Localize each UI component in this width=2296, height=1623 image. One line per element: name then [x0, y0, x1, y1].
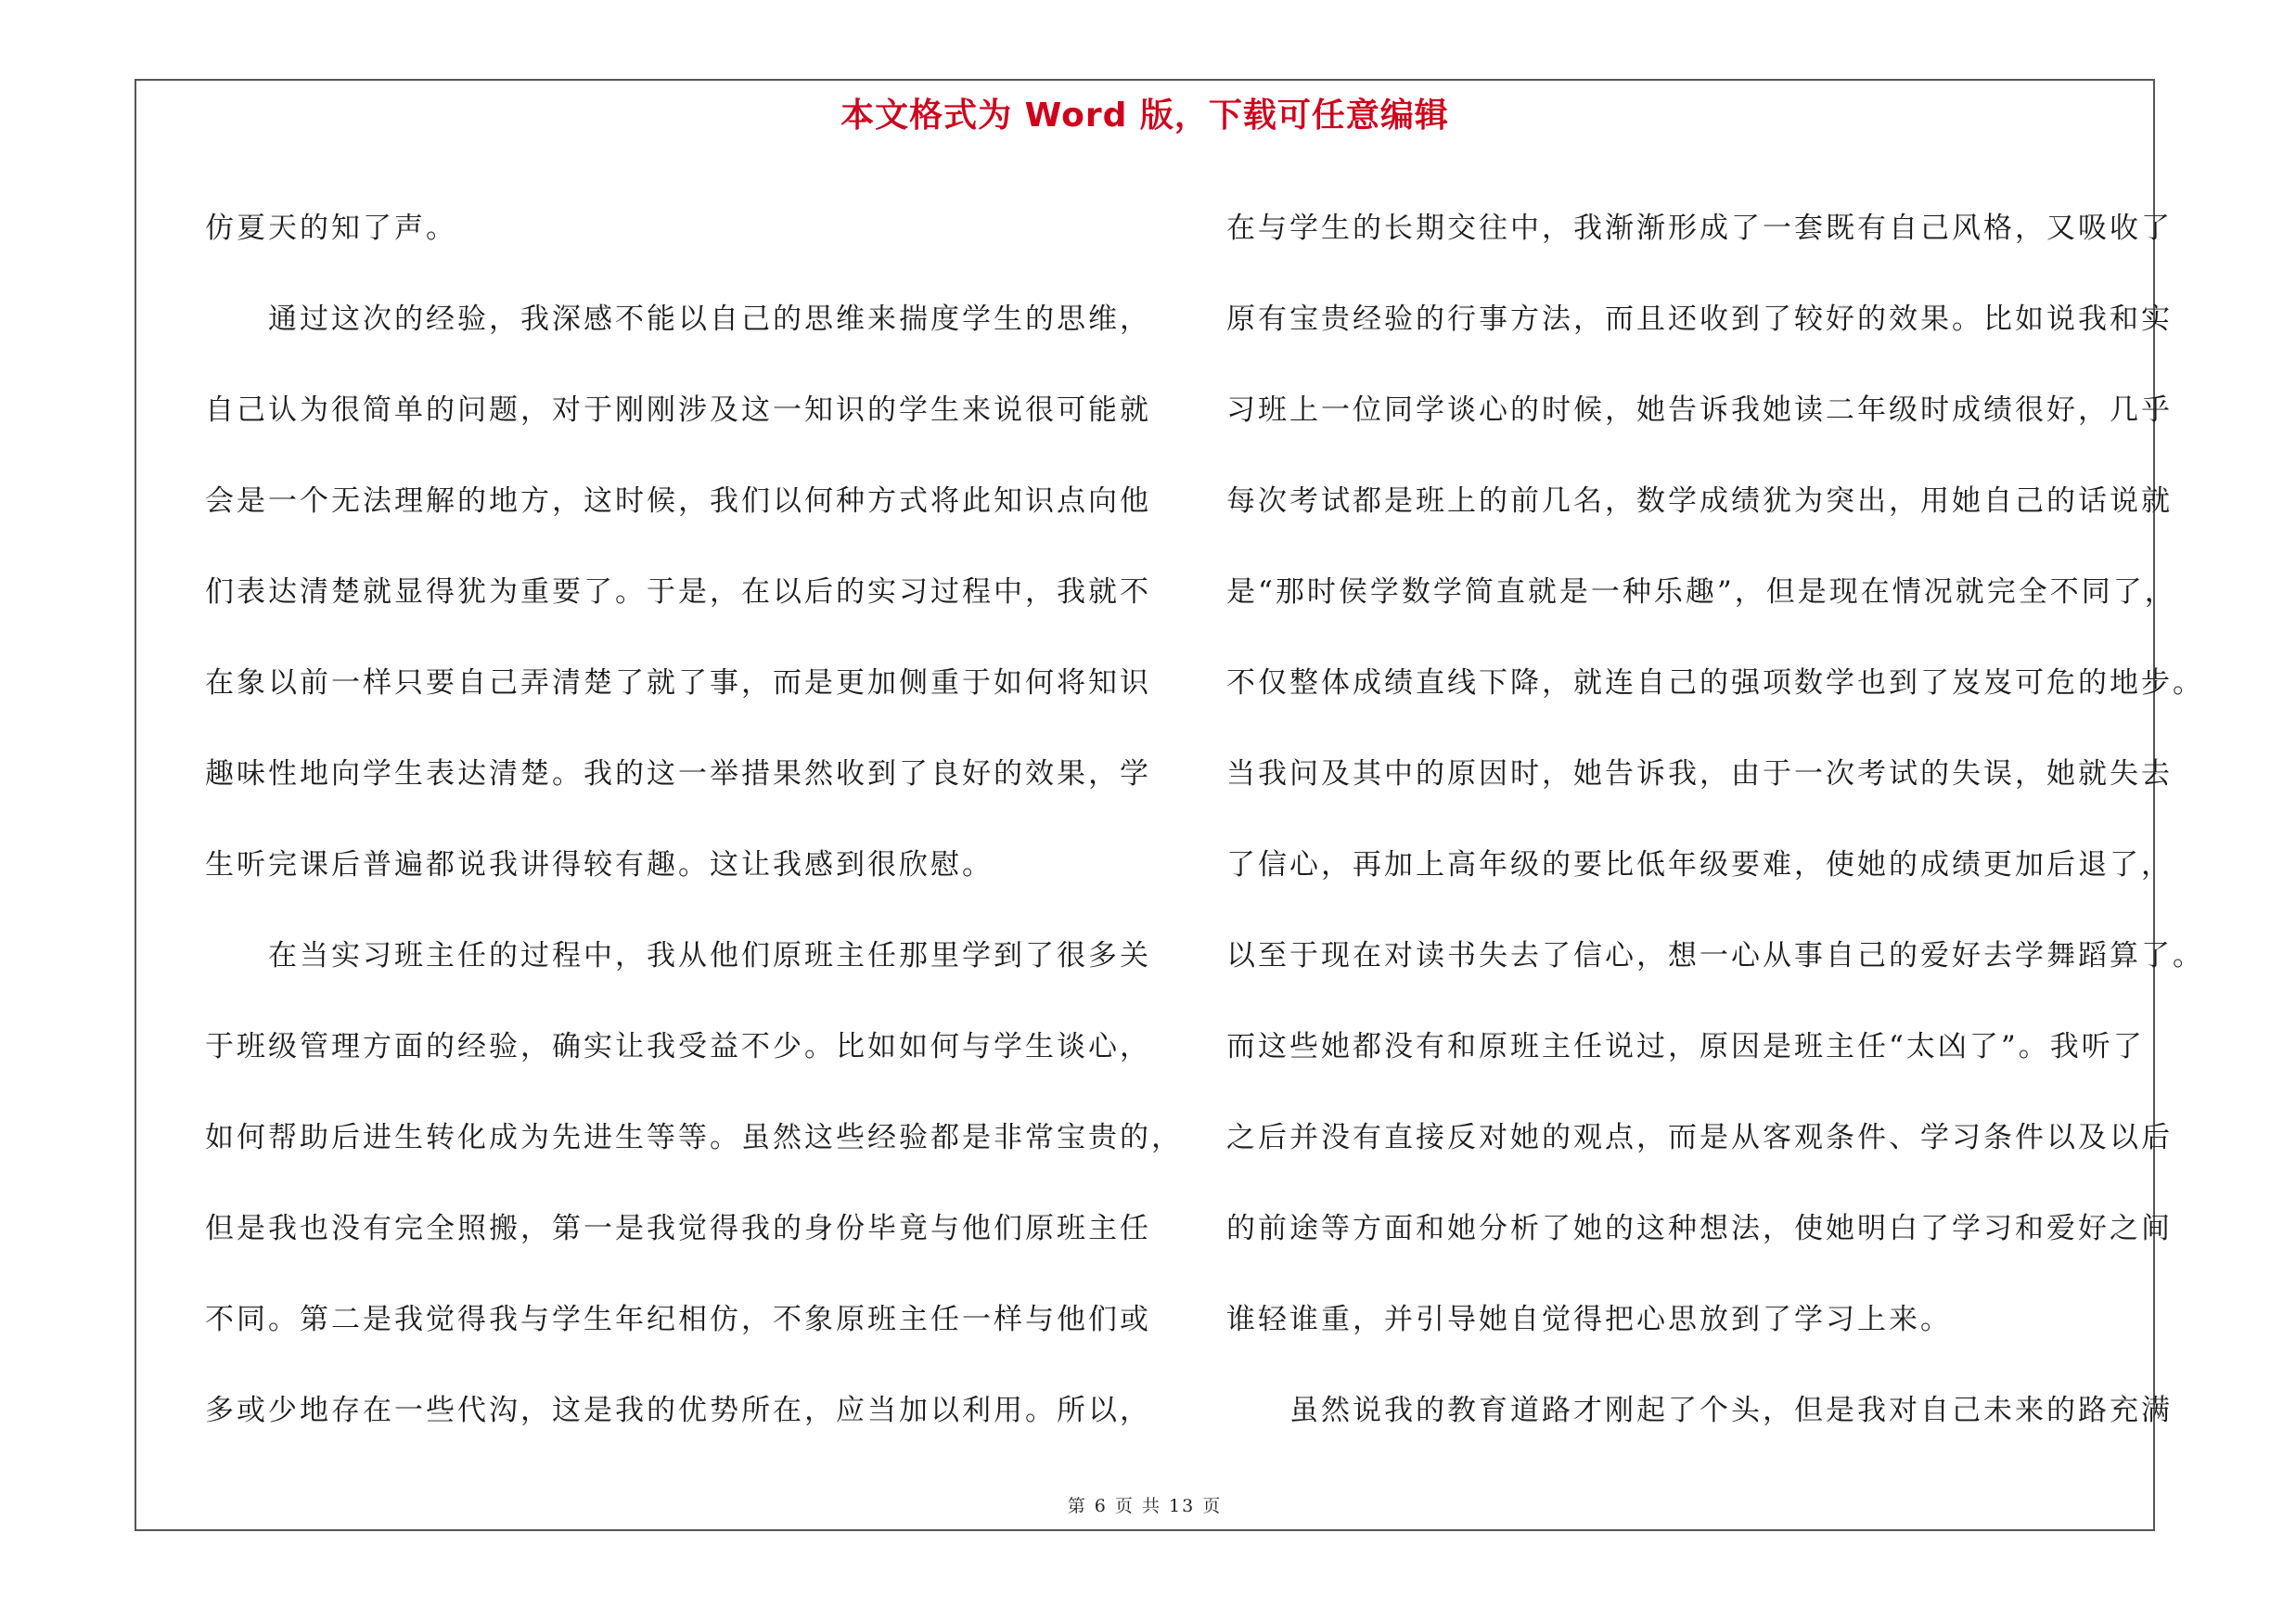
page-frame [135, 79, 2204, 1531]
text-line: 生听完课后普遍都说我讲得较有趣。这让我感到很欣慰。 [205, 848, 994, 882]
text-line: 自己认为很简单的问题，对于刚刚涉及这一知识的学生来说很可能就 [205, 393, 1151, 427]
text-line: 谁轻谁重，并引导她自觉得把心思放到了学习上来。 [1226, 1303, 1952, 1336]
text-line: 如何帮助后进生转化成为先进生等等。虽然这些经验都是非常宝贵的， [205, 1121, 1183, 1154]
text-line: 习班上一位同学谈心的时候，她告诉我她读二年级时成绩很好，几乎 [1226, 393, 2173, 427]
text-line: 不同。第二是我觉得我与学生年纪相仿，不象原班主任一样与他们或 [205, 1303, 1151, 1336]
text-line: 趣味性地向学生表达清楚。我的这一举措果然收到了良好的效果，学 [205, 757, 1151, 791]
right-text-column [1226, 183, 2204, 1456]
text-line: 以至于现在对读书失去了信心，想一心从事自己的爱好去学舞蹈算了。 [1226, 939, 2204, 973]
left-text-column [205, 183, 1183, 1456]
text-line: 在象以前一样只要自己弄清楚了就了事，而是更加侧重于如何将知识 [205, 666, 1151, 700]
text-line: 的前途等方面和她分析了她的这种想法，使她明白了学习和爱好之间 [1226, 1212, 2173, 1245]
text-line: 仿夏天的知了声。 [205, 212, 457, 245]
page-number-footer: 第 6 页 共 13 页 [1067, 1496, 1223, 1516]
text-line: 们表达清楚就显得犹为重要了。于是，在以后的实习过程中，我就不 [205, 575, 1151, 609]
text-line: 在与学生的长期交往中，我渐渐形成了一套既有自己风格，又吸收了 [1226, 212, 2173, 245]
text-line: 是“那时侯学数学简直就是一种乐趣”，但是现在情况就完全不同了， [1226, 575, 2176, 609]
text-line: 虽然说我的教育道路才刚起了个头，但是我对自己未来的路充满 [1226, 1394, 2173, 1427]
text-line: 但是我也没有完全照搬，第一是我觉得我的身份毕竟与他们原班主任 [205, 1212, 1151, 1245]
text-line: 于班级管理方面的经验，确实让我受益不少。比如如何与学生谈心， [205, 1030, 1151, 1063]
text-line: 原有宝贵经验的行事方法，而且还收到了较好的效果。比如说我和实 [1226, 303, 2173, 336]
text-line: 当我问及其中的原因时，她告诉我，由于一次考试的失误，她就失去 [1226, 757, 2173, 791]
text-line: 通过这次的经验，我深感不能以自己的思维来揣度学生的思维， [205, 303, 1151, 336]
text-line: 多或少地存在一些代沟，这是我的优势所在，应当加以利用。所以， [205, 1394, 1151, 1427]
text-line: 了信心，再加上高年级的要比低年级要难，使她的成绩更加后退了， [1226, 848, 2173, 882]
text-line: 会是一个无法理解的地方，这时候，我们以何种方式将此知识点向他 [205, 484, 1151, 518]
text-line: 在当实习班主任的过程中，我从他们原班主任那里学到了很多关 [205, 939, 1151, 973]
text-line: 每次考试都是班上的前几名，数学成绩犹为突出，用她自己的话说就 [1226, 484, 2173, 518]
text-line: 而这些她都没有和原班主任说过，原因是班主任“太凶了”。我听了 [1226, 1030, 2145, 1063]
text-line: 不仅整体成绩直线下降，就连自己的强项数学也到了岌岌可危的地步。 [1226, 666, 2204, 700]
text-line: 之后并没有直接反对她的观点，而是从客观条件、学习条件以及以后 [1226, 1121, 2173, 1154]
document-banner: 本文格式为 Word 版，下载可任意编辑 [840, 97, 1449, 135]
